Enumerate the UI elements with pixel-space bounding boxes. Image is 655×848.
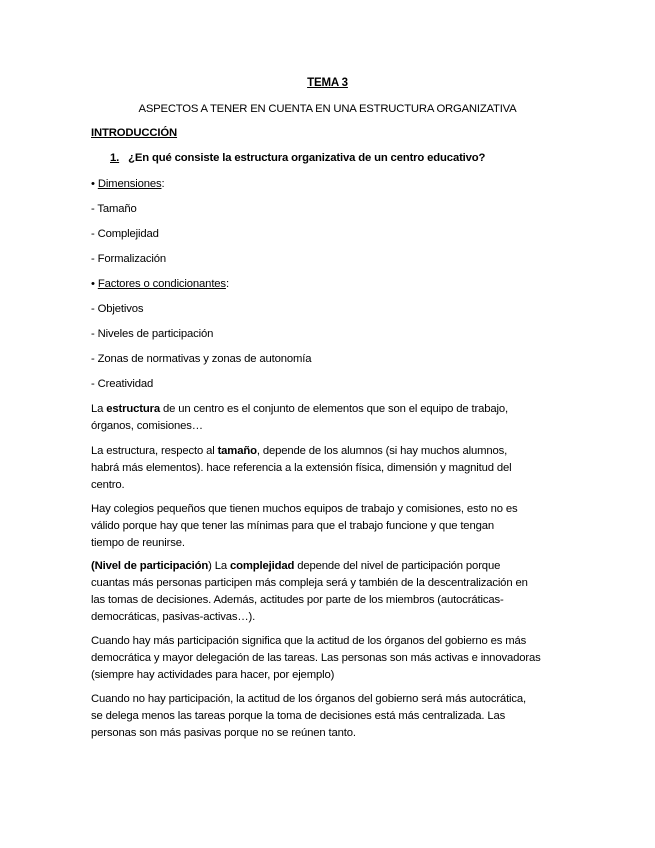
paragraph-tamano: La estructura, respecto al tamaño, depende de los alumnos (si hay muchos alumnos, habrá más elementos). hace referencia a la extensión física, dimensión y magnitud del centro.	[91, 445, 512, 491]
bullet-icon: •	[91, 178, 95, 190]
dimensions-label: Dimensiones	[97, 178, 162, 190]
factors-label: Factores o condicionantes	[97, 278, 226, 290]
factors-heading	[91, 276, 229, 293]
paragraph-colegios: Hay colegios pequeños que tienen muchos equipos de trabajo y comisiones, esto no es válido porque hay que tener las mínimas para que el trabajo funcione y que tengan tiempo de reunirse.	[91, 503, 518, 549]
list-item: - Objetivos	[91, 303, 144, 315]
bullet-icon: •	[91, 278, 95, 290]
document-subtitle: ASPECTOS A TENER EN CUENTA EN UNA ESTRUCTURA ORGANIZATIVA	[138, 103, 517, 115]
dimensions-heading	[91, 176, 164, 193]
question-heading	[110, 150, 485, 167]
list-item: - Creatividad	[91, 378, 154, 390]
question-text: ¿En qué consiste la estructura organizativa de un centro educativo?	[128, 152, 486, 164]
paragraph-mas-participacion: Cuando hay más participación significa que la actitud de los órganos del gobierno es más democrática y mayor delegación de las tareas. Las personas son más activas e innovadoras (siempre hay actividades para hacer, por ejemplo)	[91, 635, 541, 681]
paragraph-estructura: La estructura de un centro es el conjunto de elementos que son el equipo de trabajo, órganos, comisiones…	[91, 403, 508, 432]
list-item: - Tamaño	[91, 203, 137, 215]
list-item: - Zonas de normativas y zonas de autonomía	[91, 353, 312, 365]
question-number: 1.	[110, 152, 120, 164]
dimensions-colon: :	[161, 178, 165, 190]
list-item: - Formalización	[91, 253, 166, 265]
document-title: TEMA 3	[307, 77, 348, 89]
list-item: - Complejidad	[91, 228, 159, 240]
factors-colon: :	[225, 278, 229, 290]
paragraph-no-participacion: Cuando no hay participación, la actitud de los órganos del gobierno será más autocrática, se delega menos las tareas porque la toma de decisiones está más centralizada. Las personas son más pasivas porque no se reúnen tanto.	[91, 693, 527, 739]
list-item: - Niveles de participación	[91, 328, 214, 340]
paragraph-complejidad: (Nivel de participación) La complejidad depende del nivel de participación porque cuantas más personas participen más compleja será y también de la descentralización en las tomas de decisiones. Además, actitudes por parte de los miembros (autocráticas- democráticas, pasivas-activas…).	[91, 560, 528, 623]
section-heading: INTRODUCCIÓN	[91, 127, 178, 139]
